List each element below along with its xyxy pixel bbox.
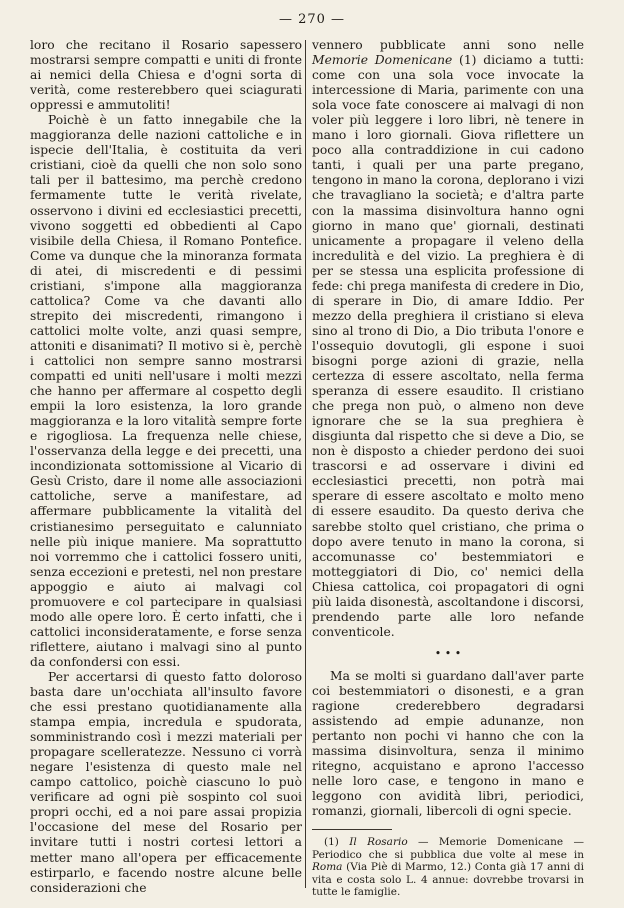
text-run: (Via Piè di Marmo, 12.) Conta già 17 anni di vita e costa solo L. 4 annue: dovrebbe trovarsi in tutte le famiglie.	[312, 861, 584, 898]
footnote-rule	[312, 829, 392, 830]
left-column	[30, 38, 302, 896]
paragraph: Per accertarsi di questo fatto doloroso basta dare un'occhiata all'insulto favore che essi prestano quotidianamente alla stampa empia, incredula e spudorata, somministrando così i mezzi materiali per propagare scelleratezze. Nessuno ci vorrà negare l'esistenza di questo male nel campo cattolico, poichè ciascuno lo può verificare ad ogni piè sospinto col suoi propri occhi, ed a noi pare assai propizia l'occasione del mese del Rosario per invitare tutti i nostri cortesi lettori a metter mano all'opera per efficacemente estirparlo, e facendo nostre alcune belle considerazioni che	[30, 669, 302, 895]
right-column	[312, 38, 584, 898]
text-run: vennero pubblicate anni sono nelle	[312, 38, 584, 52]
footnote	[312, 836, 584, 898]
place-name: Roma	[312, 861, 343, 874]
journal-title: Il Rosario	[349, 836, 408, 849]
text-run: (1)	[324, 836, 350, 849]
journal-title: Memorie Domenicane	[312, 53, 453, 68]
column-divider	[305, 40, 306, 888]
text-run: (1) diciamo a tutti: come con una sola voce invocate la intercessione di Maria, parimente con una sola voce fate conoscere ai malvagi di non voler più leggere i loro libri, nè tenere in mano i loro giornali. Giova riflettere un poco alla contraddizione in cui cadono tanti, i quali per una parte pregano, tengono in mano la corona, deplorano i vizi che travagliano la società; e d'altra parte con la massima disinvoltura hanno ogni giorno in mano que' giornali, destinati unicamente a propagare il veleno della incredulità e del vizio. La preghiera è di per se stessa una esplicita professione di fede: chi prega manifesta di credere in Dio, di sperare in Dio, di amare Iddio. Per mezzo della preghiera il cristiano si eleva sino al trono di Dio, a Dio tributa l'onore e l'ossequio dovutogli, gli espone i suoi bisogni porge azioni di grazie, nella certezza di essere ascoltato, nella ferma speranza di essere esaudito. Il cristiano che prega non può, o almeno non deve ignorare che se la sua preghiera è disgiunta dal rispetto che si deve a Dio, se non è disposto a chieder perdono dei suoi trascorsi e ad osservare i divini ed ecclesiastici precetti, non potrà mai sperare di essere ascoltato e molto meno di essere esaudito. Da questo deriva che sarebbe stolto quel cristiano, che prima o dopo avere tenuto in mano la corona, si accomunasse co' bestemmiatori e motteggiatori di Dio, co' nemici della Chiesa cattolica, coi propagatori di ogni più laida disonestà, ascoltandone i discorsi, prendendo parte alle loro nefande conventicole.	[312, 53, 584, 639]
paragraph	[312, 38, 584, 640]
paragraph: loro che recitano il Rosario sapessero mostrarsi sempre compatti e uniti di fronte ai nemici della Chiesa e d'ogni sorta di verità, come resterebbero quei sciagurati oppressi e ammutoliti!	[30, 38, 302, 113]
paragraph: Poichè è un fatto innegabile che la maggioranza delle nazioni cattoliche e in ispecie dell'Italia, è costituita da veri cristiani, cioè da quelli che non solo sono tali per il battesimo, ma perchè credono fermamente tutte le verità rivelate, osservono i divini ed ecclesiastici precetti, vivono soggetti ed obbedienti al Capo visibile della Chiesa, il Romano Pontefice. Come va dunque che la minoranza formata di atei, di miscredenti e di pessimi cristiani, s'impone alla maggioranza cattolica? Come va che davanti allo strepito dei miscredenti, rimangono i cattolici molte volte, anzi quasi sempre, attoniti e disanimati? Il motivo si è, perchè i cattolici non sempre sanno mostrarsi compatti ed uniti nell'usare i molti mezzi che hanno per affermare al cospetto degli empii la loro esistenza, la loro grande maggioranza e la loro vitalità sempre forte e rigogliosa. La frequenza nelle chiese, l'osservanza della legge e dei precetti, una incondizionata sottomissione al Vicario di Gesù Cristo, dare il nome alle associazioni cattoliche, serve a manifestare, ad affermare pubblicamente la vitalità del cristianesimo perseguitato e calunniato nelle più inique maniere. Ma soprattutto noi vorremmo che i cattolici fossero uniti, senza eccezioni e pretesti, nel non prestare appoggio e aiuto ai malvagi col promuovere e col parteciparе in qualsiasi modo alle opere loro. È certo infatti, che i cattolici inconsideratamente, e forse senza riflettere, aiutano i malvagi sino al punto da confondersi con essi.	[30, 113, 302, 669]
text-run: — Memorie Domenicane — Periodico che si pubblica due volte al mese in	[312, 836, 584, 861]
paragraph: Ma se molti si guardano dall'aver parte coi bestemmiatori o disonesti, e a gran ragione crederebbero degradarsi assistendo ad empie adunanze, non pertanto non pochi vi hanno che con la massima disinvoltura, senza il minimo ritegno, acquistano e aprono l'accesso nelle loro case, e tengono in mano e leggono con avidità libri, periodici, romanzi, giornali, libercoli di ogni specie.	[312, 668, 584, 819]
section-separator: • • •	[434, 646, 462, 660]
page-number: — 270 —	[278, 12, 346, 27]
